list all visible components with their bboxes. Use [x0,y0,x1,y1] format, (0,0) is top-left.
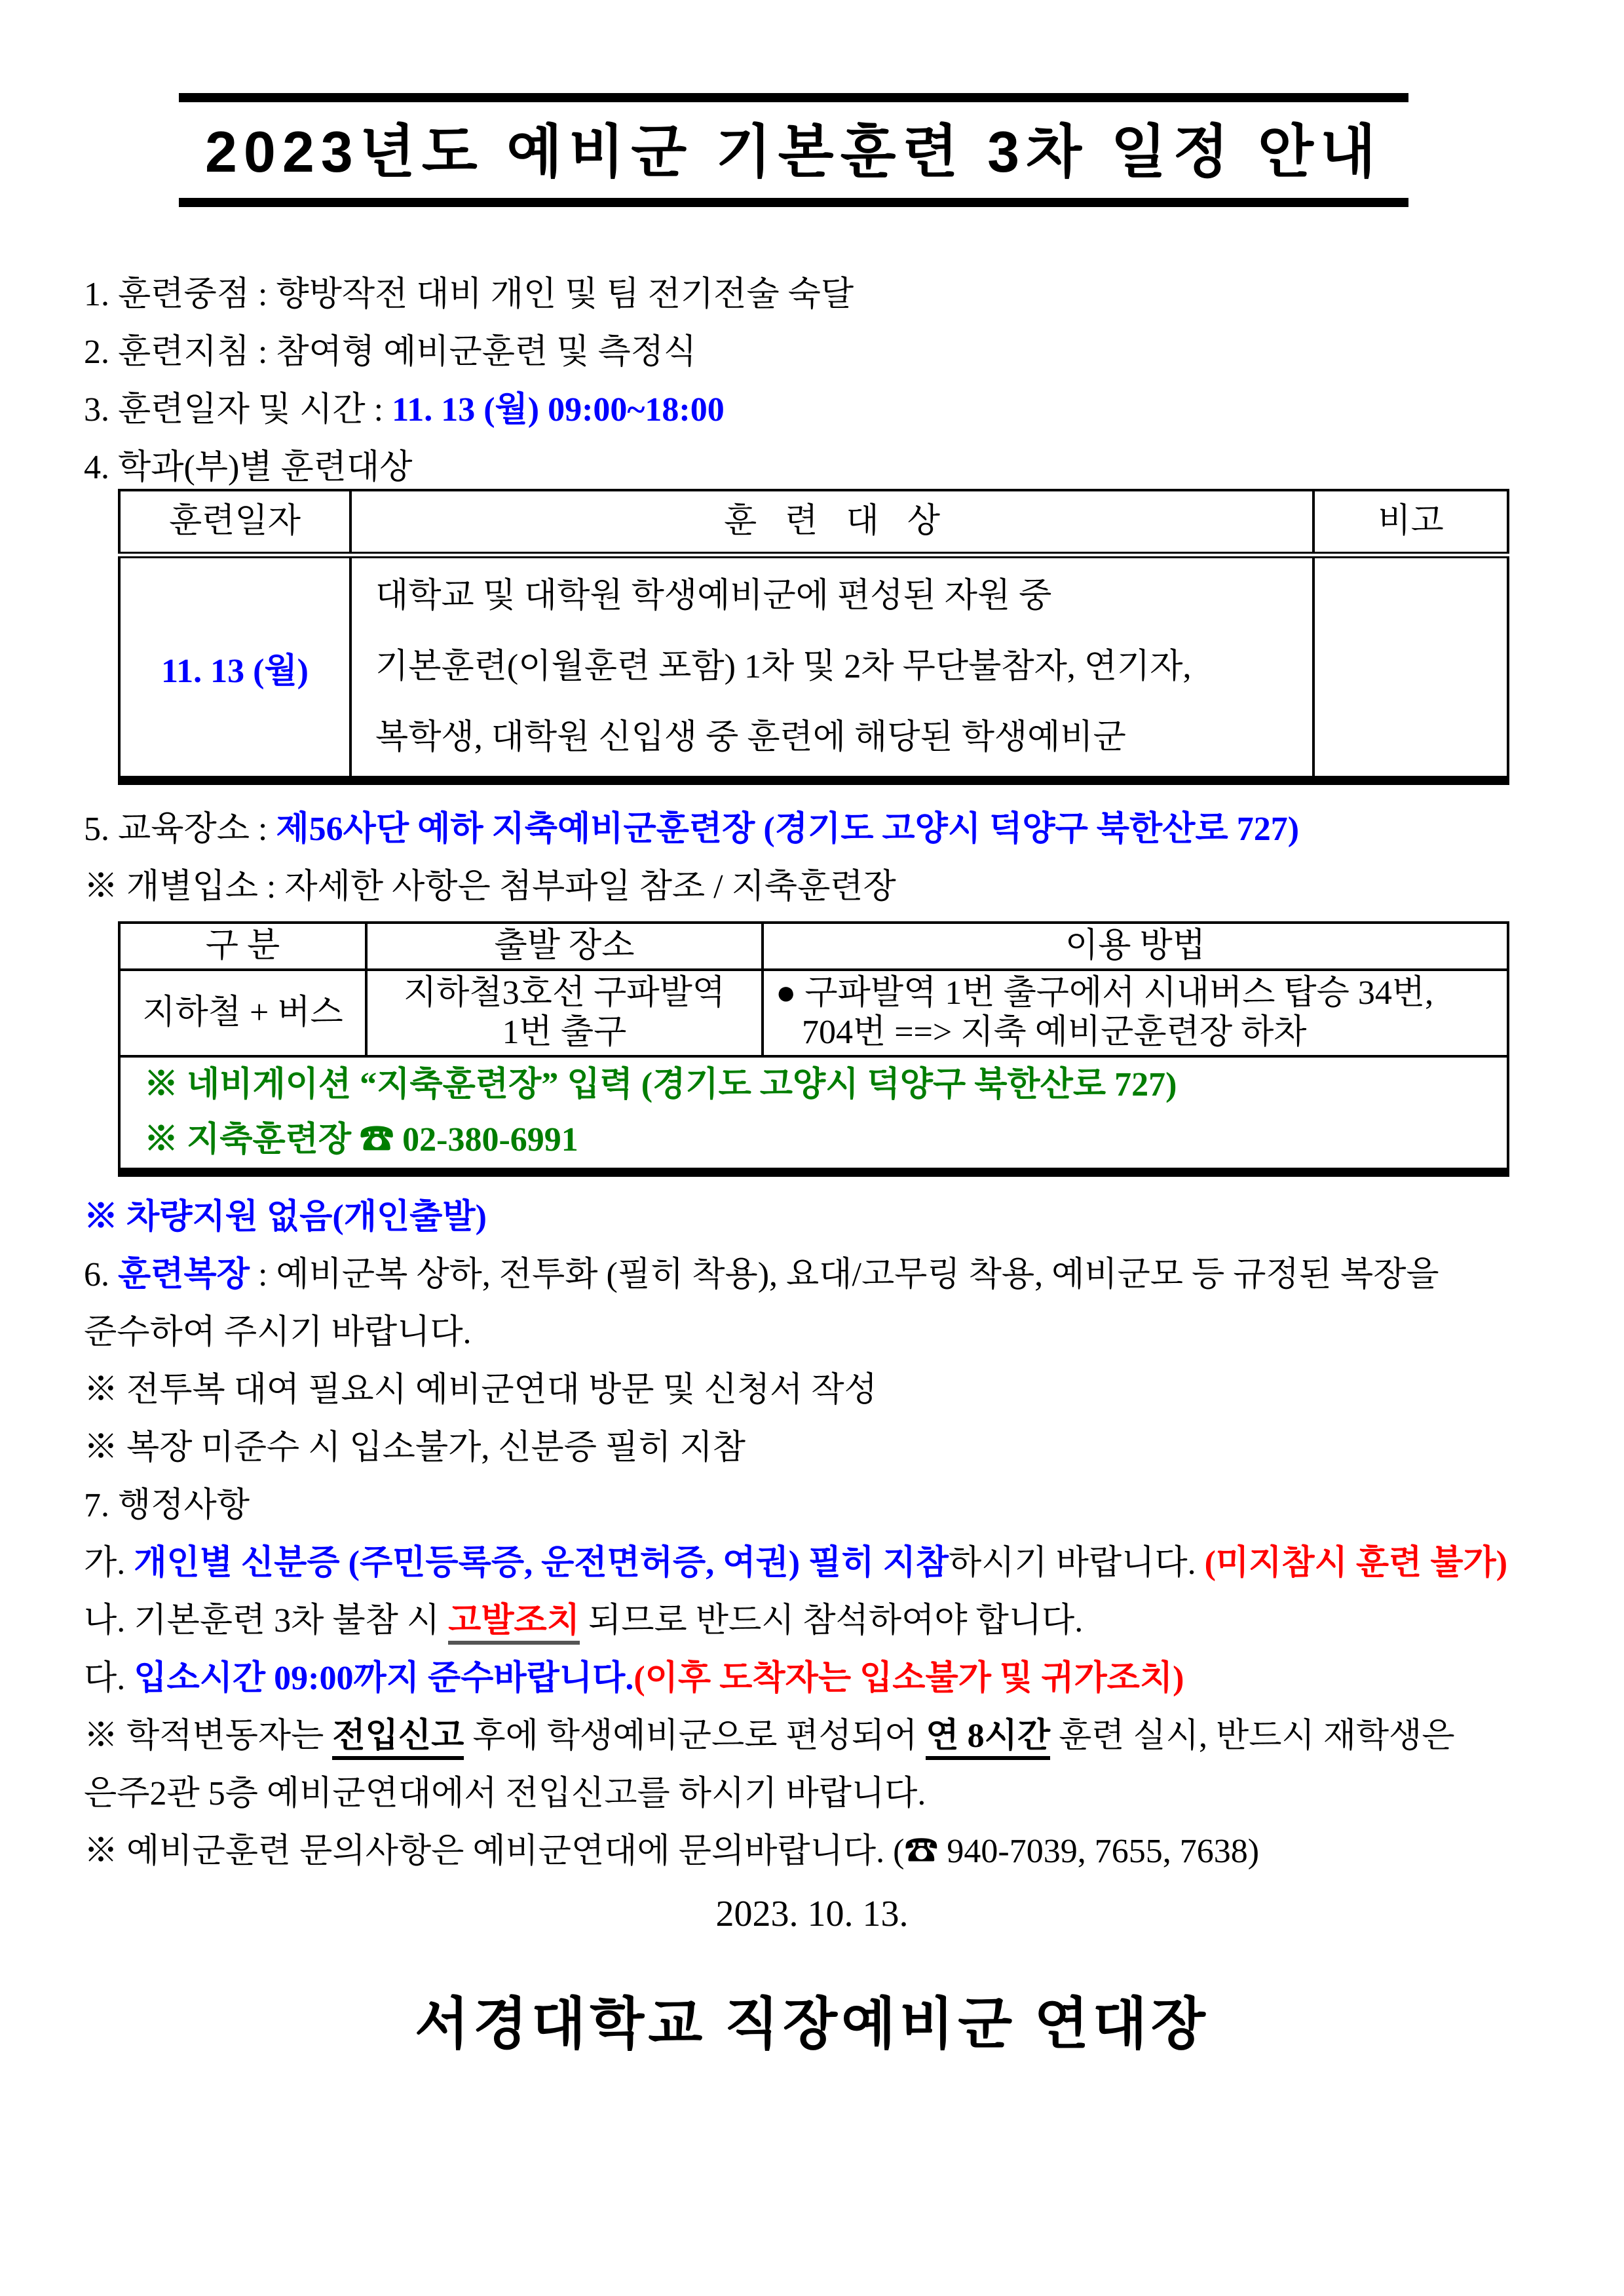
da-entry-time: 입소시간 09:00까지 준수바랍니다. [134,1660,634,1697]
transport-method-cell [763,970,1508,1056]
item-6-text-line2 [84,1312,1624,1354]
ga-id-requirement: 개인별 신분증 (주민등록증, 운전면허증, 여권) 필히 지참 [134,1544,949,1582]
method-line-2: 704번 ==> 지축 예비군훈련장 하차 [802,1014,1307,1051]
item-6-number: 6. [84,1256,118,1293]
inquiry-phone-text: ※ 예비군훈련 문의사항은 예비군연대에 문의바랍니다. (☎ 940-7039, 7655, 7638) [84,1833,1260,1870]
enrollment-change-note-line1 [84,1715,1624,1757]
item-7-heading-text: 7. 행정사항 [84,1487,250,1524]
note-cell [1313,555,1508,780]
page-title: 2023년도 예비군 기본훈련 3차 일정 안내 [204,119,1383,184]
training-date-cell [119,555,350,780]
header-training-date: 훈련일자 [119,490,350,555]
item-3-training-datetime [84,389,1624,431]
item-1-text: 1. 훈련중점 : 향방작전 대비 개인 및 팀 전기전술 숙달 [84,276,854,313]
target-line-3: 복학생, 대학원 신입생 중 훈련에 해당된 학생예비군 [375,719,1126,756]
item-5-individual-entry-note [84,866,1624,908]
document-date: 2023. 10. 13. [715,1894,909,1934]
item-6-colon: : [249,1256,276,1293]
na-plain-text-1: 나. 기본훈련 3차 불참 시 [84,1602,449,1639]
item-2-training-guideline [84,332,1624,373]
header-note: 비고 [1313,490,1508,555]
admin-item-ga-id-required [84,1542,1624,1584]
na-legal-action: 고발조치 [448,1602,580,1645]
signature-line: 서경대학교 직장예비군 연대장 [415,1993,1209,2056]
item-6-label: 훈련복장 [118,1256,250,1293]
enrollment-text-a: ※ 학적변동자는 [84,1717,333,1755]
departure-line-1: 지하철3호선 구파발역 [403,974,726,1012]
training-target-header-row [119,490,1508,555]
dress-code-violation-text: ※ 복장 미준수 시 입소불가, 신분증 필히 지참 [84,1429,746,1466]
admin-item-da-entry-time [84,1658,1624,1700]
transport-table [118,921,1509,1177]
item-5-label: 5. 교육장소 : [84,811,276,848]
item-4-target-by-dept [84,447,1624,489]
item-5-place-value: 제56사단 예하 지축예비군훈련장 (경기도 고양시 덕양구 북한산로 727) [276,811,1300,848]
item-5-sub-text: ※ 개별입소 : 자세한 사항은 첨부파일 참조 / 지축훈련장 [84,868,896,906]
enrollment-change-note-line2 [84,1773,1624,1815]
departure-line-2: 1번 출구 [502,1014,627,1051]
combat-uniform-rental-note [84,1369,1624,1411]
admin-item-na-absence-report [84,1600,1624,1642]
header-method: 이용 방법 [763,923,1508,970]
header-training-target: 훈 련 대 상 [350,490,1313,555]
training-target-cell [350,555,1313,780]
da-number: 다. [84,1660,134,1697]
transport-category-cell: 지하철 + 버스 [119,970,366,1056]
header-departure: 출발 장소 [366,923,763,970]
ga-number: 가. [84,1544,134,1582]
training-target-row [119,555,1508,780]
na-plain-text-2: 되므로 반드시 참석하여야 합니다. [580,1602,1084,1639]
no-vehicle-support-note [84,1196,1624,1238]
item-6-training-dress [84,1254,1624,1296]
annual-8-hours-underlined: 연 8시간 [926,1717,1050,1760]
item-1-training-focus [84,274,1624,316]
inquiry-phone-note [84,1831,1624,1873]
header-category: 구 분 [119,923,366,970]
transport-row [119,970,1508,1056]
combat-uniform-rental-text: ※ 전투복 대여 필요시 예비군연대 방문 및 신청서 작성 [84,1371,877,1409]
title-block [179,93,1408,207]
method-line-1: ● 구파발역 1번 출구에서 시내버스 탑승 34번, [776,974,1434,1012]
navigation-note: ※ 네비게이션 “지축훈련장” 입력 (경기도 고양시 덕양구 북한산로 727) [144,1066,1177,1103]
transfer-report-underlined: 전입신고 [332,1717,464,1760]
target-line-1: 대학교 및 대학원 학생예비군에 편성된 자원 중 [375,577,1052,615]
training-ground-phone-note: ※ 지축훈련장 ☎ 02-380-6991 [144,1121,578,1158]
transport-notes-row [119,1056,1508,1172]
transport-header-row [119,923,1508,970]
item-7-admin-heading [84,1485,1624,1527]
enrollment-text-c: 훈련 실시, 반드시 재학생은 [1050,1717,1455,1755]
item-3-label: 3. 훈련일자 및 시간 : [84,391,392,429]
item-3-datetime-value: 11. 13 (월) 09:00~18:00 [392,391,725,429]
transport-notes-cell [119,1056,1508,1172]
item-6-text: 예비군복 상하, 전투화 (필히 착용), 요대/고무링 착용, 예비군모 등 규정된 복장을 [276,1256,1439,1293]
enrollment-line2-text: 은주2관 5층 예비군연대에서 전입신고를 하시기 바랍니다. [84,1775,926,1812]
ga-no-id-warning: (미지참시 훈련 불가) [1204,1544,1508,1582]
item-4-text: 4. 학과(부)별 훈련대상 [84,449,413,486]
item-5-training-place [84,809,1624,851]
target-line-2: 기본훈련(이월훈련 포함) 1차 및 2차 무단불참자, 연기자, [375,648,1192,685]
item-6-text2: 준수하여 주시기 바랍니다. [84,1314,472,1351]
training-date-value: 11. 13 (월) [161,652,309,690]
enrollment-text-b: 후에 학생예비군으로 편성되어 [464,1717,926,1755]
ga-plain-text: 하시기 바랍니다. [948,1544,1205,1582]
item-2-text: 2. 훈련지침 : 참여형 예비군훈련 및 측정식 [84,334,697,371]
transport-departure-cell [366,970,763,1056]
dress-code-violation-note [84,1427,1624,1469]
no-vehicle-support-text: ※ 차량지원 없음(개인출발) [84,1198,487,1236]
training-target-table [118,489,1509,785]
da-late-warning: (이후 도착자는 입소불가 및 귀가조치) [633,1660,1184,1697]
